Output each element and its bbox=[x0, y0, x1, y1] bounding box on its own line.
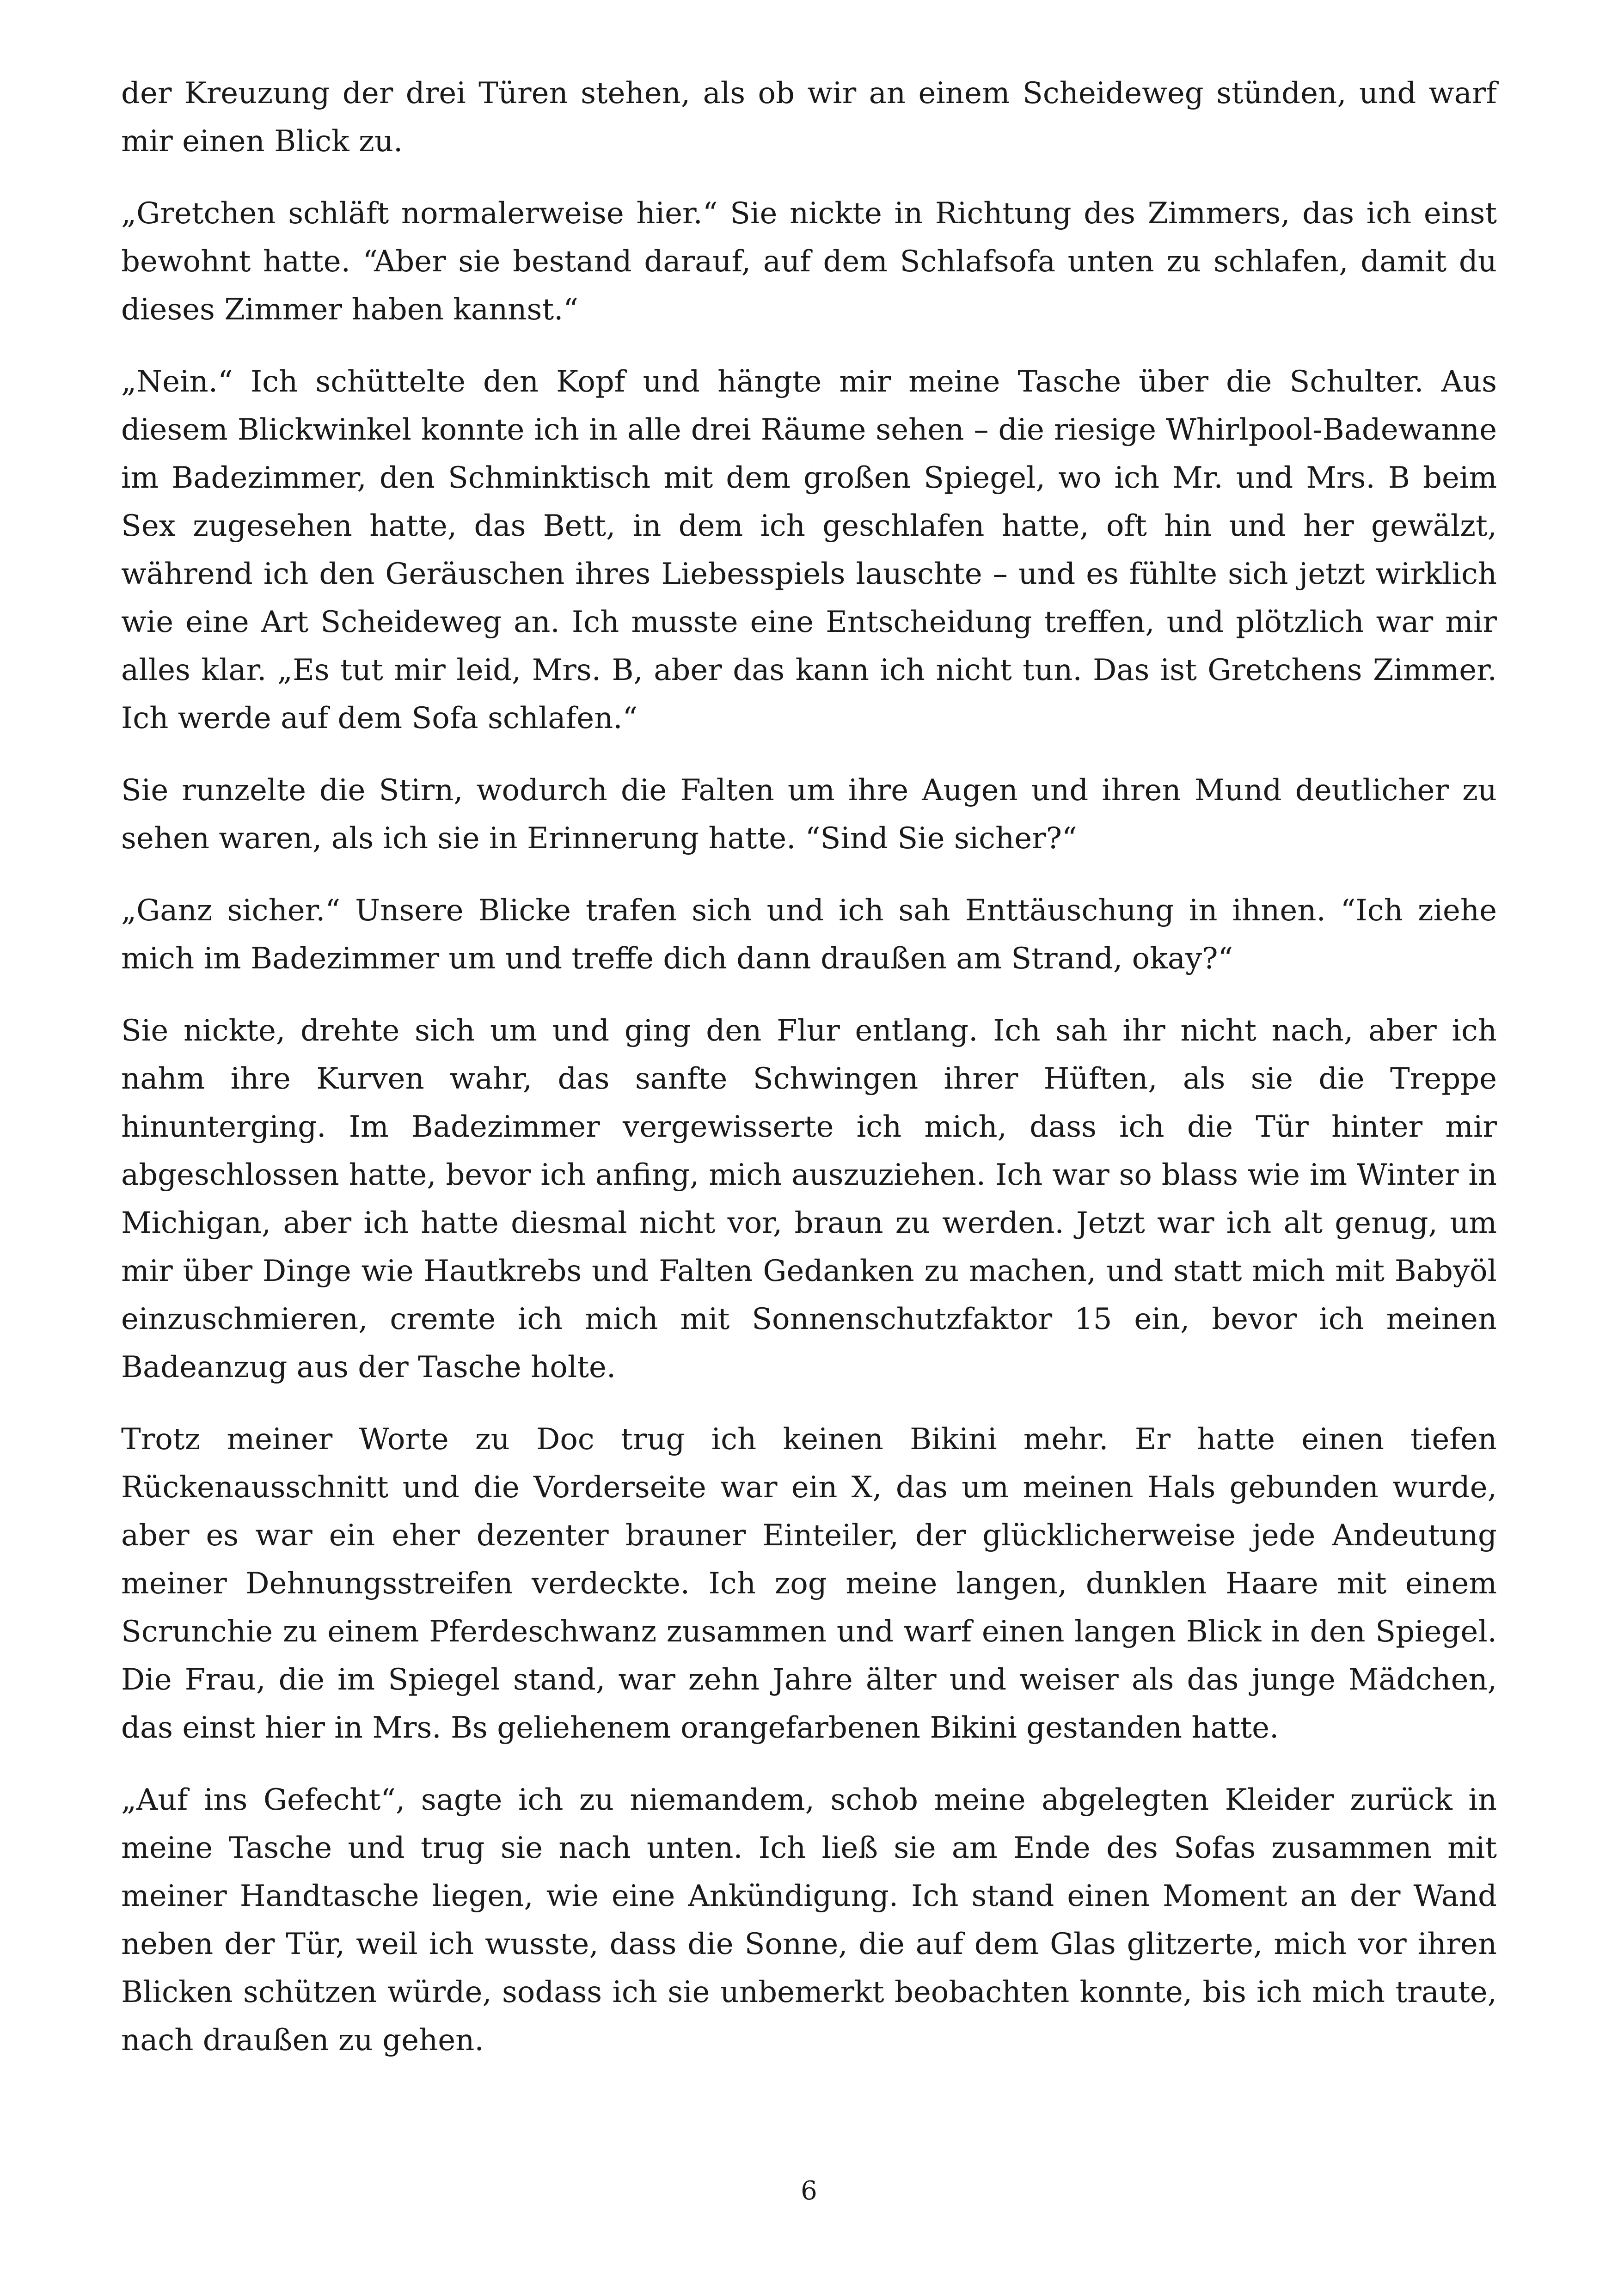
paragraph-1: der Kreuzung der drei Türen stehen, als ob wir an einem Scheideweg stünden, und warf mir einen Blick zu. bbox=[121, 76, 1497, 159]
paragraph-7: Trotz meiner Worte zu Doc trug ich keinen Bikini mehr. Er hatte einen tiefen Rückenausschnitt und die Vorderseite war ein X, das um meinen Hals gebunden wurde, aber es war ein eher dezenter brauner Einteiler, der glücklicherweise jede Andeutung meiner Dehnungsstreifen verdeckte. Ich zog meine langen, dunklen Haare mit einem Scrunchie zu einem Pferdeschwanz zusammen und warf einen langen Blick in den Spiegel. Die Frau, die im Spiegel stand, war zehn Jahre älter und weiser als das junge Mädchen, das einst hier in Mrs. Bs geliehenem orangefarbenen Bikini gestanden hatte. bbox=[121, 1422, 1497, 1745]
body-text bbox=[121, 69, 1497, 2088]
page-number: 6 bbox=[801, 2176, 817, 2206]
paragraph-3: „Nein.“ Ich schüttelte den Kopf und hängte mir meine Tasche über die Schulter. Aus diesem Blickwinkel konnte ich in alle drei Räume sehen – die riesige Whirlpool-Badewanne im Badezimmer, den Schminktisch mit dem großen Spiegel, wo ich Mr. und Mrs. B beim Sex zugesehen hatte, das Bett, in dem ich geschlafen hatte, oft hin und her gewälzt, während ich den Geräuschen ihres Liebesspiels lauschte – und es fühlte sich jetzt wirklich wie eine Art Scheideweg an. Ich musste eine Entscheidung treffen, und plötzlich war mir alles klar. „Es tut mir leid, Mrs. B, aber das kann ich nicht tun. Das ist Gretchens Zimmer. Ich werde auf dem Sofa schlafen.“ bbox=[121, 365, 1497, 735]
paragraph-6: Sie nickte, drehte sich um und ging den Flur entlang. Ich sah ihr nicht nach, aber ich nahm ihre Kurven wahr, das sanfte Schwingen ihrer Hüften, als sie die Treppe hinunterging. Im Badezimmer vergewisserte ich mich, dass ich die Tür hinter mir abgeschlossen hatte, bevor ich anfing, mich auszuziehen. Ich war so blass wie im Winter in Michigan, aber ich hatte diesmal nicht vor, braun zu werden. Jetzt war ich alt genug, um mir über Dinge wie Hautkrebs und Falten Gedanken zu machen, und statt mich mit Babyöl einzuschmieren, cremte ich mich mit Sonnenschutzfaktor 15 ein, bevor ich meinen Badeanzug aus der Tasche holte. bbox=[121, 1014, 1497, 1384]
paragraph-2: „Gretchen schläft normalerweise hier.“ Sie nickte in Richtung des Zimmers, das ich einst bewohnt hatte. “Aber sie bestand darauf, auf dem Schlafsofa unten zu schlafen, damit du dieses Zimmer haben kannst.“ bbox=[121, 196, 1497, 327]
paragraph-5: „Ganz sicher.“ Unsere Blicke trafen sich und ich sah Enttäuschung in ihnen. “Ich ziehe mich im Badezimmer um und treffe dich dann draußen am Strand, okay?“ bbox=[121, 894, 1497, 976]
paragraph-4: Sie runzelte die Stirn, wodurch die Falten um ihre Augen und ihren Mund deutlicher zu sehen waren, als ich sie in Erinnerung hatte. “Sind Sie sicher?“ bbox=[121, 773, 1497, 856]
paragraph-8: „Auf ins Gefecht“, sagte ich zu niemandem, schob meine abgelegten Kleider zurück in meine Tasche und trug sie nach unten. Ich ließ sie am Ende des Sofas zusammen mit meiner Handtasche liegen, wie eine Ankündigung. Ich stand einen Moment an der Wand neben der Tür, weil ich wusste, dass die Sonne, die auf dem Glas glitzerte, mich vor ihren Blicken schützen würde, sodass ich sie unbemerkt beobachten konnte, bis ich mich traute, nach draußen zu gehen. bbox=[121, 1783, 1497, 2057]
